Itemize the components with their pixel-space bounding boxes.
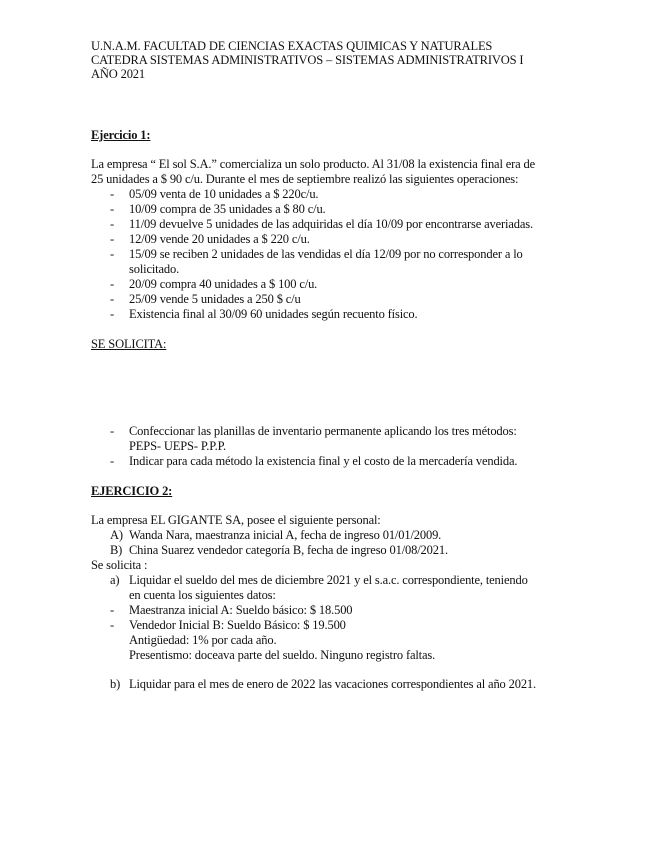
operation-item: 10/09 compra de 35 unidades a $ 80 c/u. [129, 202, 326, 216]
header-line-2: CATEDRA SISTEMAS ADMINISTRATIVOS – SISTEMAS ADMINISTRATRIVOS I [91, 53, 524, 67]
bullet-dash: - [110, 292, 115, 306]
staff-item: China Suarez vendedor categoría B, fecha de ingreso 01/08/2021. [129, 543, 448, 557]
header-line-1: U.N.A.M. FACULTAD DE CIENCIAS EXACTAS QUIMICAS Y NATURALES [91, 39, 493, 53]
staff-marker: A) [110, 528, 123, 542]
exercise-2-solicita: Se solicita : [91, 558, 148, 572]
operation-item: Existencia final al 30/09 60 unidades según recuento físico. [129, 307, 418, 321]
operation-item-continued: solicitado. [129, 262, 180, 276]
operation-item: 25/09 vende 5 unidades a 250 $ c/u [129, 292, 301, 306]
bullet-dash: - [110, 217, 115, 231]
exercise-1-intro-2: 25 unidades a $ 90 c/u. Durante el mes de septiembre realizó las siguientes operaciones: [91, 172, 519, 186]
operation-item: 11/09 devuelve 5 unidades de las adquiridas el día 10/09 por encontrarse averiadas. [129, 217, 533, 231]
bullet-dash: - [110, 618, 115, 632]
bullet-dash: - [110, 307, 115, 321]
operation-item: 12/09 vende 20 unidades a $ 220 c/u. [129, 232, 310, 246]
header-line-3: AÑO 2021 [91, 67, 146, 81]
exercise-2-title: EJERCICIO 2: [91, 484, 173, 498]
task-item: Indicar para cada método la existencia final y el costo de la mercadería vendida. [129, 454, 518, 468]
operation-item: 05/09 venta de 10 unidades a $ 220c/u. [129, 187, 319, 201]
task-item-continued: PEPS- UEPS- P.P.P. [129, 439, 227, 453]
bullet-dash: - [110, 247, 115, 261]
task-item: Confeccionar las planillas de inventario permanente aplicando los tres métodos: [129, 424, 517, 438]
exercise-2-intro: La empresa EL GIGANTE SA, posee el siguiente personal: [91, 513, 381, 527]
task-b-text: Liquidar para el mes de enero de 2022 las vacaciones correspondientes al año 2021. [129, 677, 536, 691]
exercise-1-title: Ejercicio 1: [91, 128, 151, 142]
salary-data-item: Vendedor Inicial B: Sueldo Básico: $ 19.500 [129, 618, 346, 632]
salary-data-item: Maestranza inicial A: Sueldo básico: $ 18.500 [129, 603, 353, 617]
bullet-dash: - [110, 424, 115, 438]
bullet-dash: - [110, 202, 115, 216]
bullet-dash: - [110, 277, 115, 291]
exercise-1-solicita-heading: SE SOLICITA: [91, 337, 167, 351]
staff-marker: B) [110, 543, 123, 557]
salary-data-item: Presentismo: doceava parte del sueldo. Ninguno registro faltas. [129, 648, 436, 662]
task-a-text-continued: en cuenta los siguientes datos: [129, 588, 276, 602]
operation-item: 15/09 se reciben 2 unidades de las vendidas el día 12/09 por no corresponder a lo [129, 247, 523, 261]
bullet-dash: - [110, 603, 115, 617]
task-a-marker: a) [110, 573, 120, 587]
exercise-1-intro-1: La empresa “ El sol S.A.” comercializa un solo producto. Al 31/08 la existencia final era de [91, 157, 536, 171]
task-b-marker: b) [110, 677, 121, 691]
bullet-dash: - [110, 232, 115, 246]
operation-item: 20/09 compra 40 unidades a $ 100 c/u. [129, 277, 318, 291]
bullet-dash: - [110, 454, 115, 468]
salary-data-item: Antigüedad: 1% por cada año. [129, 633, 277, 647]
staff-item: Wanda Nara, maestranza inicial A, fecha de ingreso 01/01/2009. [129, 528, 442, 542]
task-a-text: Liquidar el sueldo del mes de diciembre 2021 y el s.a.c. correspondiente, teniendo [129, 573, 528, 587]
bullet-dash: - [110, 187, 115, 201]
